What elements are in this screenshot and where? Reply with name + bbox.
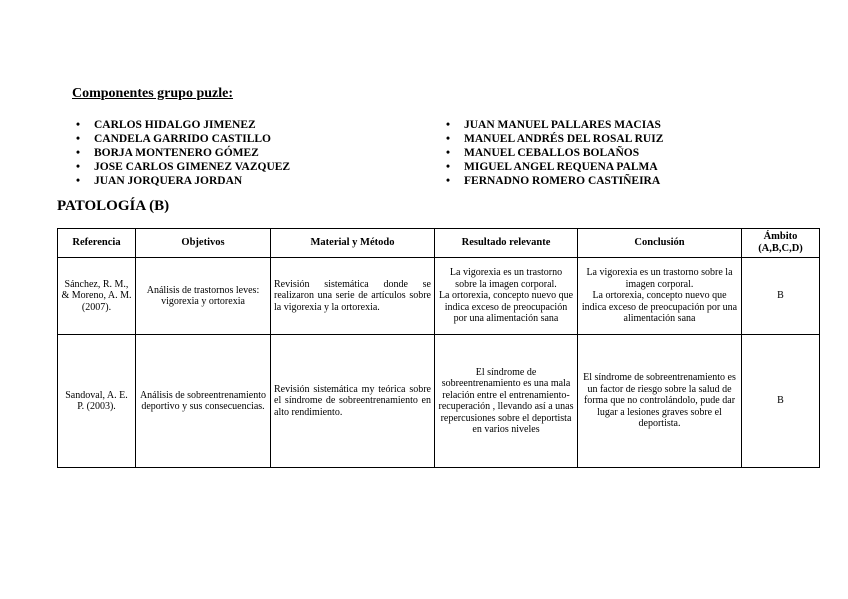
member-name: MANUEL CEBALLOS BOLAÑOS xyxy=(464,147,640,159)
bullet-icon: • xyxy=(446,119,451,131)
header-referencia: Referencia xyxy=(58,229,136,258)
members-list-right xyxy=(446,118,663,188)
bullet-icon: • xyxy=(446,133,451,145)
section-title: PATOLOGÍA (B) xyxy=(57,198,170,214)
cell-ambito: B xyxy=(742,335,820,468)
members-list-left xyxy=(76,118,290,188)
references-table xyxy=(57,228,820,468)
cell-objetivos: Análisis de sobreentrenamiento deportivo y sus consecuencias. xyxy=(136,335,271,468)
cell-ambito: B xyxy=(742,258,820,335)
header-objetivos: Objetivos xyxy=(136,229,271,258)
header-ambito: Ámbito (A,B,C,D) xyxy=(742,229,820,258)
cell-conclusion: La vigorexia es un trastorno sobre la imagen corporal. La ortorexia, concepto nuevo que indica exceso de preocupación por una alimentación sana xyxy=(578,258,742,335)
member-name: JUAN MANUEL PALLARES MACIAS xyxy=(464,119,661,131)
header-resultado: Resultado relevante xyxy=(435,229,578,258)
member-name: CANDELA GARRIDO CASTILLO xyxy=(94,133,272,145)
cell-referencia: Sánchez, R. M., & Moreno, A. M. (2007). xyxy=(58,258,136,335)
member-item xyxy=(76,160,290,174)
cell-material-metodo: Revisión sistemática my teórica sobre el síndrome de sobreentrenamiento en alto rendimiento. xyxy=(271,335,435,468)
member-name: MIGUEL ANGEL REQUENA PALMA xyxy=(464,161,658,173)
group-heading: Componentes grupo puzle: xyxy=(72,86,234,101)
member-name: MANUEL ANDRÉS DEL ROSAL RUIZ xyxy=(464,133,664,145)
member-name: FERNADNO ROMERO CASTIÑEIRA xyxy=(464,175,661,187)
cell-referencia: Sandoval, A. E. P. (2003). xyxy=(58,335,136,468)
bullet-icon: • xyxy=(446,147,451,159)
member-item xyxy=(446,118,663,132)
member-item xyxy=(446,146,663,160)
bullet-icon: • xyxy=(76,147,81,159)
member-item xyxy=(76,118,290,132)
member-name: JOSE CARLOS GIMENEZ VAZQUEZ xyxy=(94,161,291,173)
header-material-metodo: Material y Método xyxy=(271,229,435,258)
member-name: CARLOS HIDALGO JIMENEZ xyxy=(94,119,256,131)
cell-material-metodo: Revisión sistemática donde se realizaron una serie de artículos sobre la vigorexia y la ortorexia. xyxy=(271,258,435,335)
bullet-icon: • xyxy=(76,161,81,173)
table-header-row xyxy=(58,229,820,258)
table-row xyxy=(58,258,820,335)
cell-resultado: El síndrome de sobreentrenamiento es una mala relación entre el entrenamiento-recuperación , llevando así a unas repercusiones sobre el deportista en varios niveles xyxy=(435,335,578,468)
cell-conclusion: El síndrome de sobreentrenamiento es un factor de riesgo sobre la salud de forma que no controlándolo, pude dar lugar a lesiones graves sobre el deportista. xyxy=(578,335,742,468)
member-item xyxy=(446,160,663,174)
member-item xyxy=(446,174,663,188)
member-item xyxy=(446,132,663,146)
member-item xyxy=(76,132,290,146)
member-item xyxy=(76,174,290,188)
bullet-icon: • xyxy=(76,119,81,131)
cell-objetivos: Análisis de trastornos leves: vigorexia y ortorexia xyxy=(136,258,271,335)
bullet-icon: • xyxy=(76,175,81,187)
bullet-icon: • xyxy=(446,161,451,173)
member-name: JUAN JORQUERA JORDAN xyxy=(94,175,243,187)
cell-resultado: La vigorexia es un trastorno sobre la imagen corporal. La ortorexia, concepto nuevo que indica exceso de preocupación por una alimentación sana xyxy=(435,258,578,335)
member-name: BORJA MONTENERO GÓMEZ xyxy=(94,147,259,159)
bullet-icon: • xyxy=(446,175,451,187)
member-item xyxy=(76,146,290,160)
header-conclusion: Conclusión xyxy=(578,229,742,258)
bullet-icon: • xyxy=(76,133,81,145)
table-row xyxy=(58,335,820,468)
